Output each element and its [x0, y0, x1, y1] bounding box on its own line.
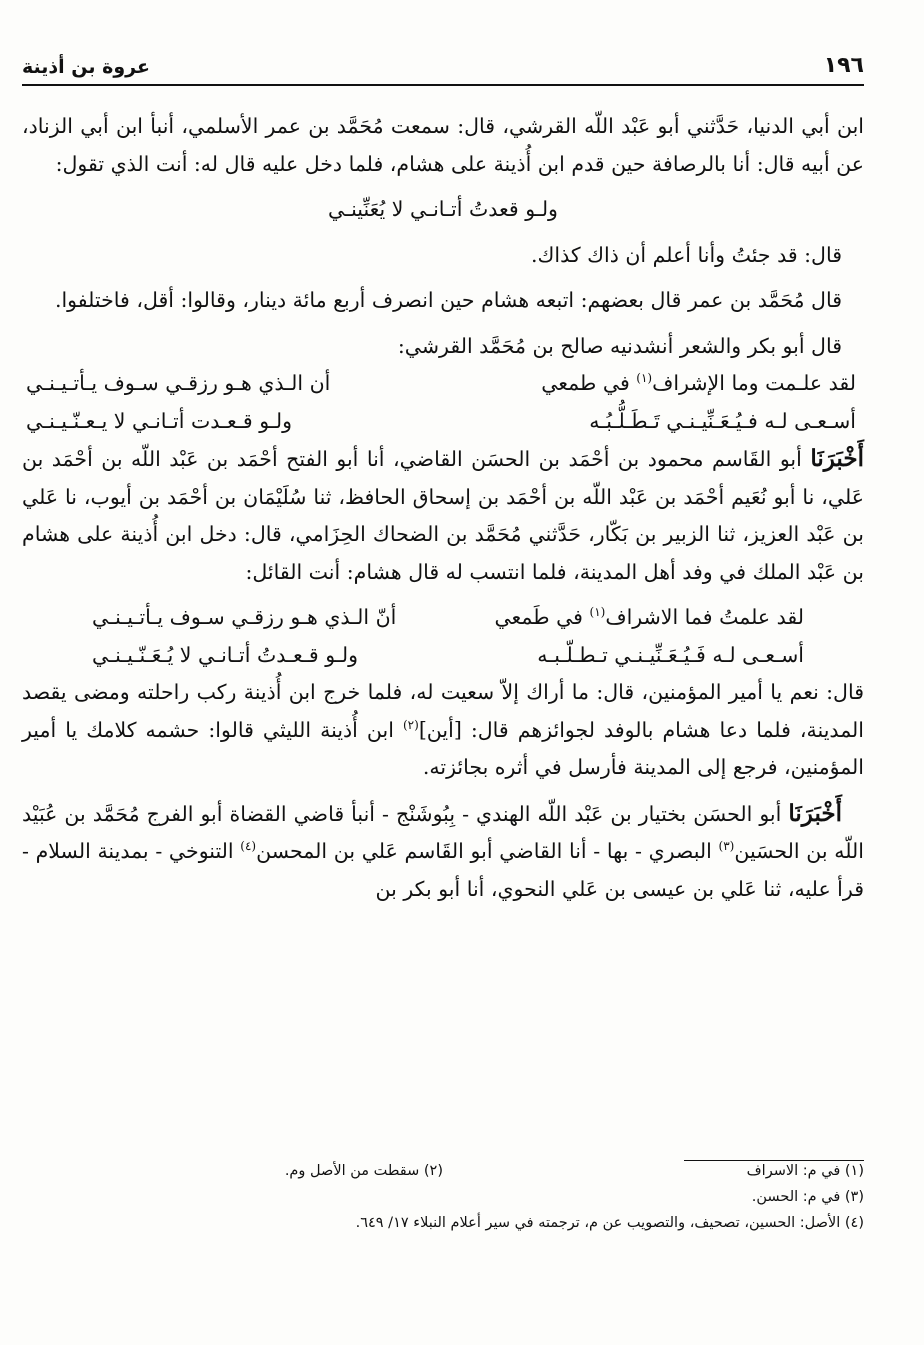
verse-hemistich-left: أنّ الـذي هـو رزقـي سـوف يـأتـيـنـي	[92, 605, 397, 629]
verse-line	[22, 637, 864, 675]
paragraph-muhammad: قال مُحَمَّد بن عمر قال بعضهم: اتبعه هشام حين انصرف أربع مائة دينار، وقالوا: أقل، فاختلفوا.	[54, 288, 842, 312]
verse-hemistich-right: لقد علـمت وما الإشراف$^{(١)}$ في طمعي	[541, 371, 856, 395]
running-title: عروة بن أذينة	[22, 56, 150, 78]
footnote-1: (١) في م: الاسراف	[746, 1163, 864, 1179]
paragraph-qad: قال: قد جئتُ وأنا أعلم أن ذاك كذاك.	[530, 242, 842, 267]
keyword-akhbarana: أَخْبَرَنَا	[810, 445, 864, 472]
verse-hemistich-right: أسـعـى لـه فـيُـعَـنِّيـنـي تَـطَـلُّـبُـه	[589, 408, 856, 433]
footnote-marker: (٤)	[240, 839, 257, 854]
paragraph-abubakr: قال أبو بكر والشعر أنشدنيه صالح بن مُحَمَّد القرشي:	[397, 333, 842, 358]
verse-line	[22, 365, 864, 403]
verse-hemistich-left: ولـو قـعـدت أتـانـي لا يـعـنّـيـنـي	[26, 408, 292, 433]
paragraph-isnad-2: أَخْبَرَنَا أبو الحسَن بختيار بن عَبْد اللّه الهندي - بِبُوشَنْج - أنبأ قاضي القضاة أبو الفرج مُحَمَّد بن عُبَيْد اللّه بن الحسَين$^{(٣)}$ البصري - بها - أنا القاضي أبو القَاسم عَلي بن المحسن$^{(٤)}$ التنوخي - بمدينة السلام - قرأ عليه، ثنا عَلي بن عيسى بن عَلي النحوي، أنا أبو بكر بن	[22, 799, 864, 901]
paragraph-isnad-1: أَخْبَرَنَا أبو القَاسم محمود بن أحْمَد بن الحسَن القاضي، أنا أبو الفتح أحْمَد بن عَبْد اللّه بن أحْمَد بن عَلي، نا أبو نُعَيم أحْمَد بن عَبْد اللّه بن أحْمَد بن إسحاق الحافظ، ثنا سُلَيْمَان بن أحْمَد بن أيوب، نا عَلي بن عَبْد العزيز، ثنا الزبير بن بَكّار، حَدَّثني مُحَمَّد بن الضحاك الحِزَامي، قال: دخل ابن أُذينة على هشام بن عَبْد الملك في وفد أهل المدينة، فلما انتسب له قال هشام: أنت القائل:	[22, 445, 864, 584]
footnote-marker: (١)	[589, 605, 606, 620]
verse-hemistich-right: لقد علمتُ فما الاشراف$^{(١)}$ في طَمعي	[494, 605, 804, 629]
footnote-3: (٣) في م: الحسن.	[751, 1189, 864, 1205]
verse-line	[22, 599, 864, 637]
main-text	[22, 108, 864, 908]
verse-hemistich-right: أسـعـى لـه فَـيُـعَـنِّيـنـي تـطـلّـبـه	[537, 642, 804, 667]
verse-single: ولـو قعدتُ أتـانـي لا يُعَنِّينـي	[328, 197, 558, 221]
verse-line	[22, 403, 864, 441]
page-header	[22, 34, 864, 86]
footnote-marker: (٣)	[718, 839, 735, 854]
keyword-akhbarana: أَخْبَرَنَا	[788, 799, 842, 827]
footnote-marker: (١)	[636, 371, 653, 386]
footnote-row	[22, 1158, 864, 1184]
footnote-2: (٢) سقطت من الأصل وم.	[284, 1163, 443, 1179]
verse-hemistich-left: أن الـذي هـو رزقـي سـوف يـأتـيـنـي	[26, 371, 331, 395]
footnotes	[22, 1158, 864, 1236]
verse-hemistich-left: ولـو قـعـدتُ أتـانـي لا يُـعَـنّـيـنـي	[92, 642, 358, 667]
paragraph-naam: قال: نعم يا أمير المؤمنين، قال: ما أراك إلاّ سعيت له، فلما خرج ابن أُذينة ركب راحلته ومضى يقصد المدينة، فلما دعا هشام بالوفد لجوائزهم قال: [أين]$^{(٢)}$ ابن أُذينة الليثي قالوا: حشمه كلامك يا أمير المؤمنين، فرجع إلى المدينة فأرسل في أثره بجائزته.	[22, 680, 864, 779]
footnote-marker: (٢)	[402, 717, 419, 732]
footnote-4: (٤) الأصل: الحسين، تصحيف، والتصويب عن م، ترجمته في سير أعلام النبلاء ١٧/ ٦٤٩.	[355, 1215, 864, 1231]
page-number: ١٩٦	[823, 53, 864, 78]
paragraph-opening: ابن أبي الدنيا، حَدَّثني أبو عَبْد اللّه القرشي، قال: سمعت مُحَمَّد بن عمر الأسلمي، أنبأ ابن أبي الزناد، عن أبيه قال: أنا بالرصافة حين قدم ابن أُذينة على هشام، فلما دخل عليه قال له: أنت الذي تقول:	[22, 114, 864, 176]
